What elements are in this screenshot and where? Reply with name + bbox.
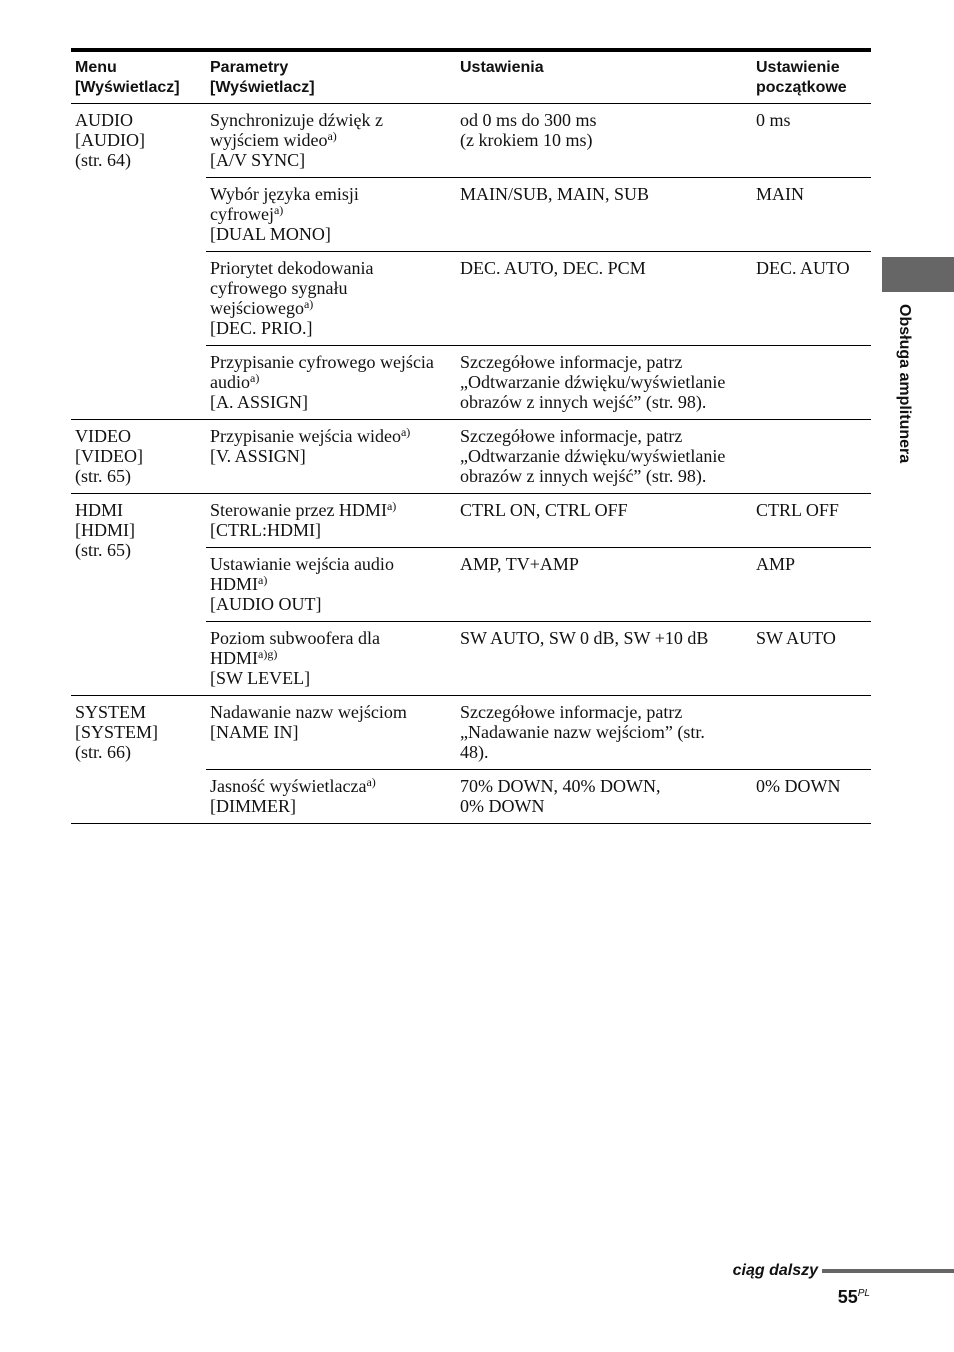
header-menu: Menu [Wyświetlacz] — [71, 50, 206, 104]
param-cell: Jasność wyświetlacza$^{a)}$ [DIMMER] — [206, 770, 456, 824]
settings-table — [71, 48, 871, 824]
initial-cell: 0% DOWN — [752, 770, 871, 824]
settings-cell: CTRL ON, CTRL OFF — [456, 494, 752, 548]
initial-cell: AMP — [752, 548, 871, 622]
param-cell: Wybór języka emisji cyfrowej$^{a)}$ [DUAL MONO] — [206, 178, 456, 252]
page-number-value: 55 — [837, 1287, 858, 1307]
continued-rule — [822, 1269, 954, 1273]
page-number — [838, 1283, 870, 1308]
settings-cell: od 0 ms do 300 ms (z krokiem 10 ms) — [456, 104, 752, 178]
param-cell: Synchronizuje dźwięk z wyjściem wideo$^{a)}$ [A/V SYNC] — [206, 104, 456, 178]
table-row — [71, 420, 871, 494]
initial-cell — [752, 346, 871, 420]
param-cell: Poziom subwoofera dla $HDMI^{a)g)}$ [SW LEVEL] — [206, 622, 456, 696]
table-row — [71, 494, 871, 548]
settings-table-wrap — [71, 48, 871, 824]
settings-cell: MAIN/SUB, MAIN, SUB — [456, 178, 752, 252]
param-cell: Przypisanie cyfrowego wejścia audio$^{a)}$ [A. ASSIGN] — [206, 346, 456, 420]
menu-cell-audio: AUDIO [AUDIO] (str. 64) — [71, 104, 206, 420]
header-params: Parametry [Wyświetlacz] — [206, 50, 456, 104]
initial-cell: DEC. AUTO — [752, 252, 871, 346]
initial-cell: CTRL OFF — [752, 494, 871, 548]
table-row — [71, 104, 871, 178]
settings-cell: Szczegółowe informacje, patrz „Nadawanie nazw wejściom” (str. 48). — [456, 696, 752, 770]
initial-cell: MAIN — [752, 178, 871, 252]
param-cell: Przypisanie wejścia wideo$^{a)}$ [V. ASSIGN] — [206, 420, 456, 494]
menu-cell-hdmi: HDMI [HDMI] (str. 65) — [71, 494, 206, 696]
param-cell: Sterowanie przez HDMI$^{a)}$ [CTRL:HDMI] — [206, 494, 456, 548]
menu-cell-system: SYSTEM [SYSTEM] (str. 66) — [71, 696, 206, 824]
param-cell: Nadawanie nazw wejściom [NAME IN] — [206, 696, 456, 770]
initial-cell — [752, 420, 871, 494]
menu-cell-video: VIDEO [VIDEO] (str. 65) — [71, 420, 206, 494]
settings-cell: AMP, TV+AMP — [456, 548, 752, 622]
settings-cell: DEC. AUTO, DEC. PCM — [456, 252, 752, 346]
initial-cell: SW AUTO — [752, 622, 871, 696]
continued-label: ciąg dalszy — [732, 1262, 818, 1279]
table-row — [71, 696, 871, 770]
header-initial: Ustawienie początkowe — [752, 50, 871, 104]
settings-cell: 70% DOWN, 40% DOWN, 0% DOWN — [456, 770, 752, 824]
param-cell: Priorytet dekodowania cyfrowego sygnału wejściowego$^{a)}$ [DEC. PRIO.] — [206, 252, 456, 346]
table-header-row — [71, 50, 871, 104]
initial-cell: 0 ms — [752, 104, 871, 178]
param-cell: Ustawianie wejścia audio HDMI$^{a)}$ [AUDIO OUT] — [206, 548, 456, 622]
section-tab-marker — [882, 257, 954, 292]
initial-cell — [752, 696, 871, 770]
settings-cell: Szczegółowe informacje, patrz „Odtwarzanie dźwięku/wyświetlanie obrazów z innych wejść” (str. 98). — [456, 420, 752, 494]
header-settings: Ustawienia — [456, 50, 752, 104]
section-side-label: Obsługa amplitunera — [896, 304, 913, 464]
settings-cell: Szczegółowe informacje, patrz „Odtwarzanie dźwięku/wyświetlanie obrazów z innych wejść” (str. 98). — [456, 346, 752, 420]
page-language-suffix: PL — [857, 1288, 870, 1299]
settings-cell: SW AUTO, SW 0 dB, SW +10 dB — [456, 622, 752, 696]
